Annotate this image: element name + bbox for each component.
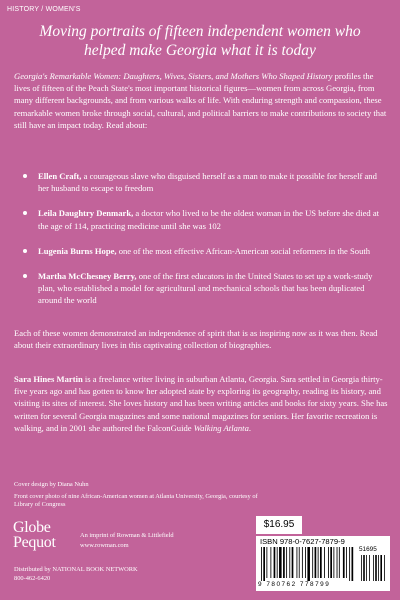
headline: Moving portraits of fifteen independent women who helped make Georgia what it is today	[39, 23, 361, 59]
distributor-phone: 800-462-6420	[14, 575, 51, 582]
bullet-item	[14, 207, 388, 231]
barcode-bar	[263, 547, 265, 581]
barcode-bar	[277, 547, 278, 578]
barcode-bar	[302, 547, 303, 578]
isbn-label: ISBN 978-0-7627-7879-9	[260, 537, 345, 546]
publisher-logo	[13, 520, 83, 550]
bullet-name: Martha McChesney Berry,	[38, 271, 137, 282]
barcode-bar	[261, 547, 262, 581]
bio-book-title: Walking Atlanta	[193, 422, 249, 433]
addon-bar	[361, 555, 362, 581]
bio-text: is a freelance writer living in suburban Atlanta, Georgia. Sara settled in Georgia thirty-five years ago and has gotten to know her adopted state by exploring its geography, reading its history, and visiting its sites of interest. She loves history and has been writing articles and books for sixty years. She has written for several Georgia magazines and some national magazines for seniors. Her favorite recreation is walking, and in 2001 she authored the FalconGuide	[14, 374, 388, 433]
bullet-item	[14, 170, 388, 194]
barcode-bar	[343, 547, 345, 578]
addon-bar	[378, 555, 379, 581]
cover-design-credit: Cover design by Diana Nuhn	[14, 481, 89, 488]
bullet-text: a courageous slave who disguised herself as a man to make it possible for herself and her husband to escape to freedom	[38, 171, 377, 194]
addon-bar	[366, 555, 367, 581]
barcode-bar	[274, 547, 276, 578]
barcode-bar	[320, 547, 322, 578]
distributor-info	[14, 565, 194, 583]
intro-paragraph	[14, 70, 388, 131]
author-name: Sara Hines Martin	[14, 374, 83, 384]
barcode-block	[256, 536, 390, 591]
addon-bar	[373, 555, 374, 581]
barcode-bar	[289, 547, 290, 578]
logo-line-2: Pequot	[13, 534, 56, 551]
bullet-name: Ellen Craft,	[38, 171, 82, 181]
photo-credit: Front cover photo of nine African-American women at Atlanta University, Georgia, courtesy of Library of Congress	[14, 492, 258, 509]
barcode-bar	[307, 547, 310, 581]
barcode-bar	[312, 547, 313, 578]
barcode-bar	[337, 547, 338, 578]
barcode-bar	[318, 547, 319, 578]
addon-digits: 51695	[359, 546, 377, 553]
addon-bar	[384, 555, 385, 581]
bullet-name: Lugenia Burns Hope,	[38, 245, 117, 256]
barcode-bar	[324, 547, 325, 578]
distributor-line: Distributed by NATIONAL BOOK NETWORK	[14, 566, 138, 573]
bullet-item	[14, 245, 388, 257]
credits	[14, 481, 274, 513]
barcode-bar	[297, 547, 298, 578]
logo-line-1: Globe	[13, 519, 51, 536]
barcode-bar	[328, 547, 329, 578]
bullet-text: one of the most effective African-American social reformers in the South	[116, 245, 371, 256]
ean-digits: 9 780762 778799	[258, 581, 331, 588]
addon-bar	[363, 555, 365, 581]
barcode-bar	[352, 547, 354, 581]
barcode-bar	[283, 547, 285, 578]
barcode-bar	[305, 547, 306, 578]
barcode-bar	[333, 547, 334, 578]
addon-bar	[369, 555, 370, 581]
closing-paragraph: Each of these women demonstrated an independence of spirit that is as inspiring now as it was then. Read about their extraordinary lives in this captivating collection of biographies.	[14, 328, 378, 351]
bullet-item	[14, 270, 388, 307]
bullet-text: one of the first educators in the United States to set up a work-study plan, who established a model for agricultural and mechanical schools that has been duplicated around the world	[38, 271, 373, 306]
barcode-bar	[315, 547, 317, 578]
barcode-bar	[339, 547, 340, 578]
barcode-bar	[286, 547, 287, 578]
barcode-bar	[349, 547, 350, 581]
barcode-bar	[270, 547, 271, 578]
intro-text: profiles the lives of fifteen of the Peach State's most important historical figures—women from across Georgia, from many different backgrounds, and from various walks of life. With enduring strength and compassion, these remarkable women broke through social, cultural, and political barriers to make contributions to society that still have an impact today. Read about:	[14, 71, 387, 130]
barcode-bar	[299, 547, 300, 578]
addon-bar	[380, 555, 382, 581]
barcode-bar	[266, 547, 267, 578]
bio-end: .	[248, 422, 252, 433]
bullet-text: a doctor who lived to be the oldest woman in the US before she died at the age of 114, practicing medicine until she was 102	[38, 208, 380, 231]
bullet-name: Leila Daughtry Denmark,	[38, 208, 134, 219]
publisher-url: www.rowman.com	[80, 541, 129, 549]
barcode-bar	[346, 547, 347, 578]
bullet-list	[14, 170, 388, 320]
author-bio	[14, 373, 388, 434]
intro-book-title: Georgia's Remarkable Women: Daughters, Wives, Sisters, and Mothers Who Shaped History	[14, 71, 333, 81]
barcode-bar	[292, 547, 294, 578]
imprint-text: An imprint of Rowman & Littlefield	[80, 532, 174, 539]
imprint-info	[80, 531, 230, 550]
price-label: $16.95	[256, 516, 302, 534]
barcode-bar	[330, 547, 332, 578]
barcode-bar	[279, 547, 282, 578]
addon-bar	[375, 555, 377, 581]
category-label: HISTORY / WOMEN'S	[7, 6, 81, 13]
